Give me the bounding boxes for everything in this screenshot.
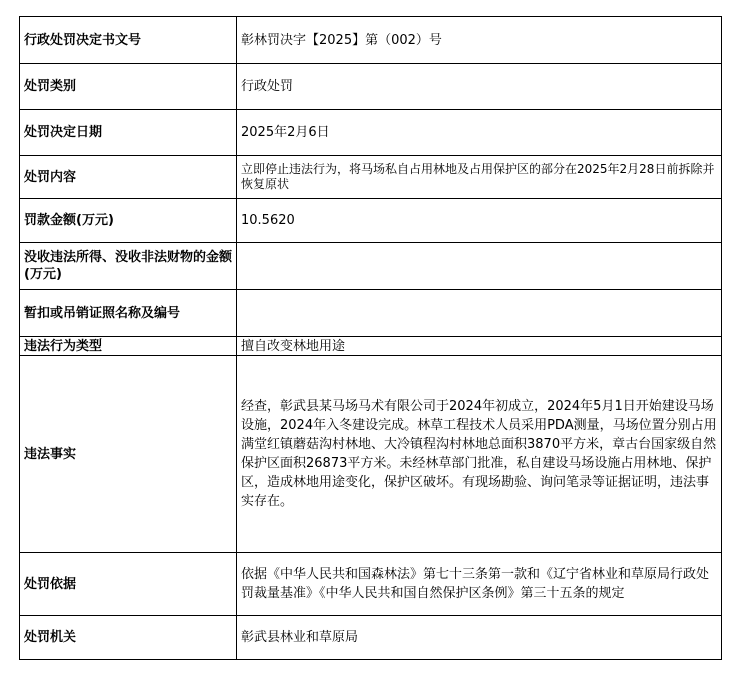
penalty-authority-value: 彰武县林业和草原局: [237, 616, 722, 660]
row-label: 处罚机关: [20, 616, 237, 660]
table-row-violation-facts: [20, 356, 722, 553]
table-row-legal-basis: [20, 553, 722, 616]
license-suspension-value: [237, 290, 722, 337]
violation-facts-value: 经查，彰武县某马场马术有限公司于2024年初成立，2024年5月1日开始建设马场设施，2024年入冬建设完成。林草工程技术人员采用PDA测量，马场位置分别占用满堂红镇蘑菇沟村林地、大冷镇程沟村林地总面积3870平方米，章古台国家级自然保护区面积26873平方米。未经林草部门批准，私自建设马场设施占用林地、保护区，造成林地用途变化，保护区破坏。有现场勘验、询问笔录等证据证明，违法事实存在。: [241, 399, 717, 509]
row-label: 没收违法所得、没收非法财物的金额(万元): [24, 250, 233, 282]
fine-amount-value: 10.5620: [237, 199, 722, 243]
row-label: 处罚内容: [20, 156, 237, 199]
row-label: 违法行为类型: [20, 337, 237, 356]
row-label: 处罚依据: [20, 553, 237, 616]
violation-type-value: 擅自改变林地用途: [237, 337, 722, 356]
row-label: 违法事实: [20, 356, 237, 553]
table-row-violation-type: [20, 337, 722, 356]
table-row-confiscation-amount: [20, 243, 722, 290]
row-label: 罚款金额(万元): [20, 199, 237, 243]
table-row-fine-amount: [20, 199, 722, 243]
penalty-category-value: 行政处罚: [237, 64, 722, 110]
penalty-record-table: [19, 16, 722, 660]
confiscation-amount-value: [237, 243, 722, 290]
table-row-penalty-content: [20, 156, 722, 199]
penalty-content-value: 立即停止违法行为，将马场私自占用林地及占用保护区的部分在2025年2月28日前拆除并恢复原状: [241, 162, 715, 191]
legal-basis-value: 依据《中华人民共和国森林法》第七十三条第一款和《辽宁省林业和草原局行政处罚裁量基准》《中华人民共和国自然保护区条例》第三十五条的规定: [241, 567, 710, 601]
table-row-penalty-authority: [20, 616, 722, 660]
row-label: 暂扣或吊销证照名称及编号: [20, 290, 237, 337]
row-label: 处罚决定日期: [20, 110, 237, 156]
table-row-license-suspension: [20, 290, 722, 337]
table-row-document-number: [20, 17, 722, 64]
row-label: 行政处罚决定书文号: [20, 17, 237, 64]
document-number-value: 彰林罚决字【2025】第（002）号: [237, 17, 722, 64]
table-row-decision-date: [20, 110, 722, 156]
decision-date-value: 2025年2月6日: [237, 110, 722, 156]
row-label: 处罚类别: [20, 64, 237, 110]
table-row-penalty-category: [20, 64, 722, 110]
